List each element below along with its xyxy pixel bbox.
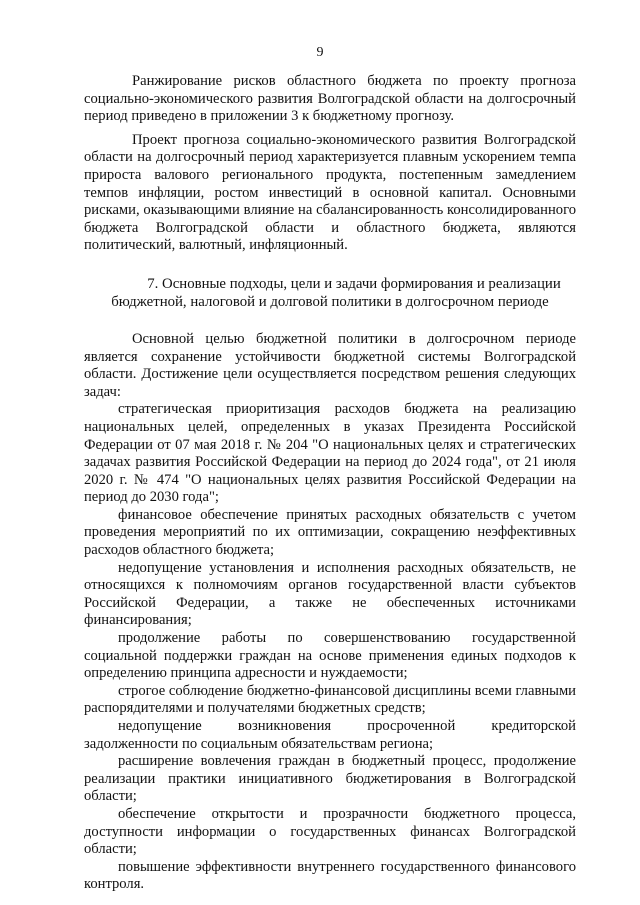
section-heading: 7. Основные подходы, цели и задачи формирования и реализации бюджетной, налоговой и долговой политики в долгосрочном периоде — [111, 275, 561, 310]
list-item: обеспечение открытости и прозрачности бюджетного процесса, доступности информации о государственных финансах Волгоградской области; — [84, 805, 576, 858]
list-item: расширение вовлечения граждан в бюджетный процесс, продолжение реализации практики инициативного бюджетирования в Волгоградской области; — [84, 753, 576, 805]
list-item: повышение эффективности внутреннего государственного финансового контроля. — [84, 858, 576, 893]
list-item: недопущение возникновения просроченной кредиторской задолженности по социальным обязательствам региона; — [84, 718, 576, 752]
document-body — [84, 73, 576, 894]
list-item: продолжение работы по совершенствованию государственной социальной поддержки граждан на основе применения единых подходов к определению принципа адресности и нуждаемости; — [84, 630, 576, 682]
list-item: стратегическая приоритизация расходов бюджета на реализацию национальных целей, определенных в указах Президента Российской Федерации от 07 мая 2018 г. № 204 "О национальных целях и стратегических задачах развития Российской Федерации на период до 2024 года", от 21 июля 2020 г. № 474 "О национальных целях развития Российской Федерации на период до 2030 года"; — [84, 401, 576, 506]
paragraph-section-lead: Основной целью бюджетной политики в долгосрочном периоде является сохранение устойчивости бюджетной системы Волгоградской области. Достижение цели осуществляется посредством решения следующих задач: — [84, 330, 576, 400]
list-item: недопущение установления и исполнения расходных обязательств, не относящихся к полномочиям органов государственной власти субъектов Российской Федерации, а также не обеспеченных источниками финансирования; — [84, 559, 576, 629]
paragraph-risk-ranking: Ранжирование рисков областного бюджета по проекту прогноза социально-экономического развития Волгоградской области на долгосрочный период приведено в приложении 3 к бюджетному прогнозу. — [84, 73, 576, 125]
paragraph-forecast-risks: Проект прогноза социально-экономического развития Волгоградской области на долгосрочный период характеризуется плавным ускорением темпа прироста валового регионального продукта, постепенным замедлением темпов инфляции, ростом инвестиций в основной капитал. Основными рисками, оказывающими влияние на сбалансированность консолидированного бюджета Волгоградской области и областного бюджета, являются политический, валютный, инфляционный. — [84, 131, 576, 254]
page-number: 9 — [316, 45, 324, 60]
list-item: строгое соблюдение бюджетно-финансовой дисциплины всеми главными распорядителями и получателями бюджетных средств; — [84, 682, 576, 717]
list-item: финансовое обеспечение принятых расходных обязательств с учетом проведения мероприятий по их оптимизации, сокращению неэффективных расходов областного бюджета; — [84, 506, 576, 559]
